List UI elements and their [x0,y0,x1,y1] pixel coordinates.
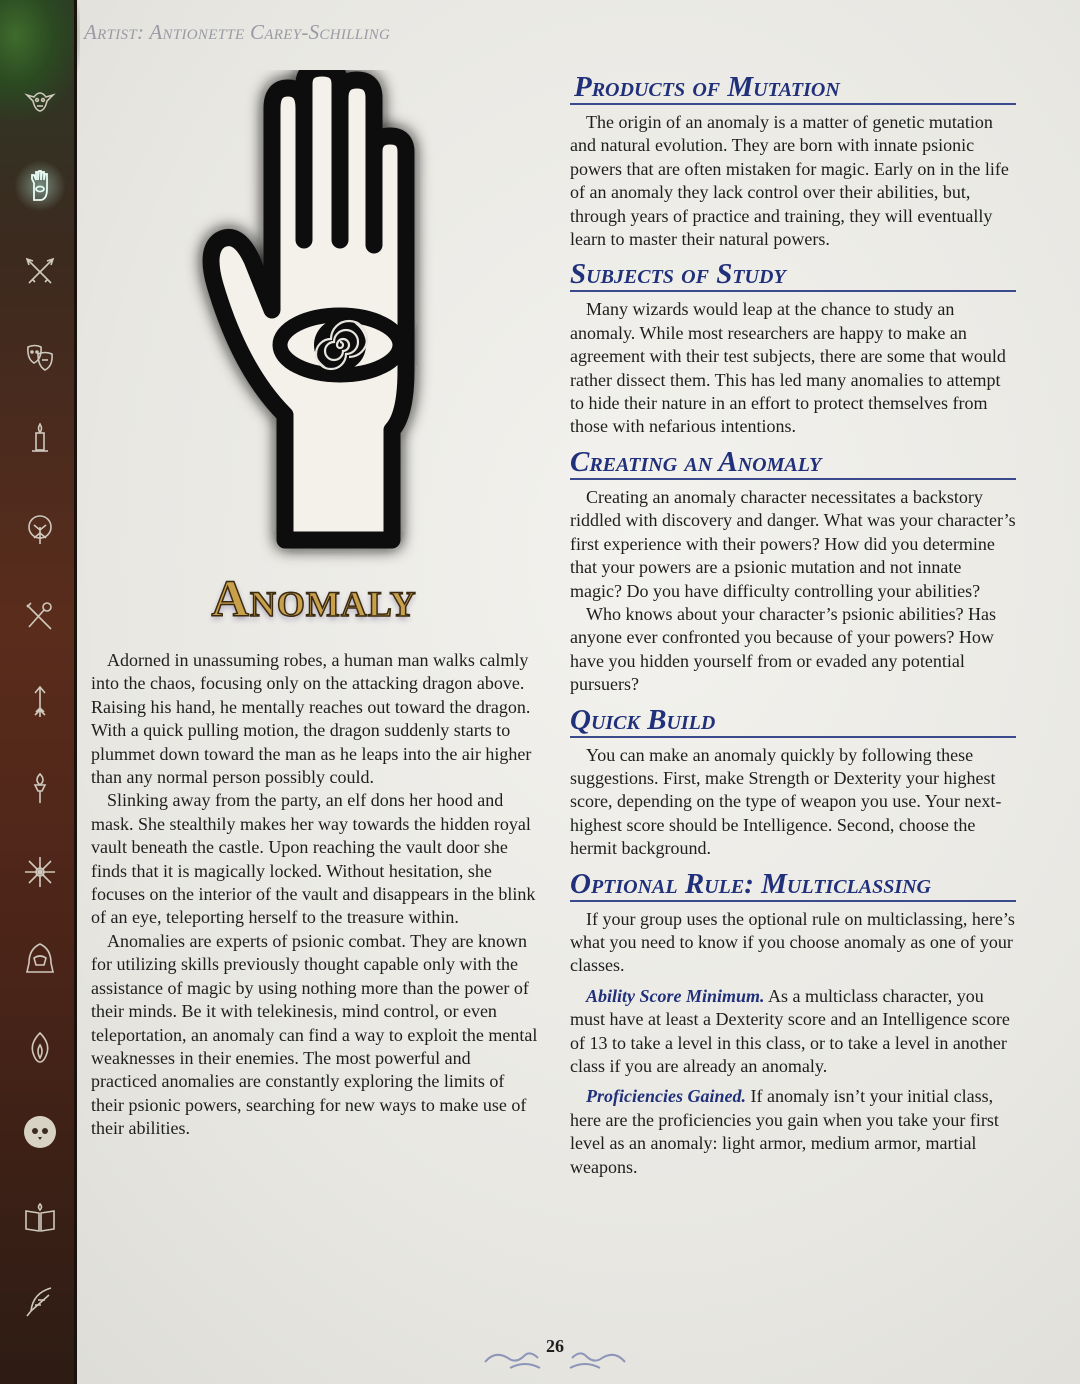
section-subjects [570,259,1016,438]
right-column [570,72,1016,1187]
torch-icon[interactable] [22,770,58,806]
masks-icon[interactable] [22,340,58,376]
intro-paragraph-1: Adorned in unassuming robes, a human man walks calmly into the chaos, focusing only on the attacking dragon above. Raising his hand, he mentally reaches out toward the dragon. With a quick pulling motion, the dragon suddenly starts to plummet down toward the man as he leaps into the air higher than any normal person possibly could. [91,650,532,788]
book-icon[interactable] [22,1200,58,1236]
intro-paragraph-2: Slinking away from the party, an elf dons her hood and mask. She stealthily makes her way towards the hidden royal vault beneath the castle. Upon reaching the vault door she finds that it is magically locked. Without hesitation, she focuses on the interior of the vault and disappears in the blink of an eye, teleporting herself to the treasure within. [91,790,536,928]
page-number: 26 [546,1336,564,1356]
goblin-icon[interactable] [22,82,58,118]
flame-icon[interactable] [22,1030,58,1066]
section-quick-build [570,705,1016,861]
ability-score-lead: Ability Score Minimum. [586,985,765,1006]
proficiencies-paragraph [570,1085,1016,1179]
skull-icon[interactable] [22,1114,58,1150]
ability-score-paragraph [570,985,1016,1079]
proficiencies-lead: Proficiencies Gained. [586,1086,746,1107]
artist-credit: Artist: Antionette Carey-Schilling [84,20,391,44]
multiclassing-paragraph: If your group uses the optional rule on multiclassing, here’s what you need to know if you choose anomaly as one of your classes. [570,908,1015,976]
heading-subjects-of-study: Subjects of Study [570,259,1016,292]
creating-paragraph-2: Who knows about your character’s psionic abilities? Has anyone ever confronted you because of your powers? How have you hidden yourself from or evaded any potential pursuers? [570,603,997,695]
class-title: Anomaly [211,571,417,628]
mace-sword-icon[interactable] [22,598,58,634]
heading-products-of-mutation: Products of Mutation [570,72,1016,105]
candle-icon[interactable] [22,420,58,456]
creating-paragraph-1: Creating an anomaly character necessitates a backstory riddled with discovery and danger. What was your character’s first experience with their powers? How did you determine that your powers are a psionic mutation and not innate magic? Do you have difficulty controlling your abilities? [570,486,1016,601]
ability-score-text: As a multiclass character, you must have at least a Dexterity score and an Intelligence score of 13 to take a level in this class, or to take a level in another class if you are already an anomaly. [570,985,1010,1076]
quick-build-paragraph: You can make an anomaly quickly by following these suggestions. First, make Strength or Dexterity your highest score, depending on the type of weapon you use. Your next-highest score should be Intelligence. Second, choose the hermit background. [570,744,1002,859]
chapter-sidebar [0,0,77,1384]
hooded-figure-icon[interactable] [22,940,58,976]
eye-hand-icon[interactable] [22,168,58,204]
section-products [570,72,1016,251]
anomaly-hand-eye-icon [180,70,450,570]
products-paragraph: The origin of an anomaly is a matter of genetic mutation and natural evolution. They are born with innate psionic powers that are often mistaken for magic. Early on in the life of an anomaly they lack control over their abilities, but, through years of practice and training, they will eventually learn to master their natural powers. [570,112,1009,250]
tree-icon[interactable] [22,512,58,548]
quill-icon[interactable] [22,1284,58,1320]
subjects-paragraph: Many wizards would leap at the chance to study an anomaly. While most researchers are happy to make an agreement with their test subjects, there are some that would rather dissect them. This has led many anomalies to attempt to hide their nature in an effort to protect themselves from those with nefarious intentions. [570,299,1006,437]
section-multiclassing [570,869,1016,1179]
crossed-swords-icon[interactable] [22,254,58,290]
chaos-star-icon[interactable] [22,854,58,890]
section-creating [570,447,1016,697]
arrow-icon[interactable] [22,684,58,720]
proficiencies-text: If anomaly isn’t your initial class, here are the proficiencies you gain when you take your first level as an anomaly: light armor, medium armor, martial weapons. [570,1086,999,1177]
left-column [91,649,539,1141]
heading-quick-build: Quick Build [570,705,1016,738]
heading-creating-an-anomaly: Creating an Anomaly [570,447,1016,480]
heading-optional-rule-multiclassing: Optional Rule: Multiclassing [570,869,1016,902]
intro-paragraph-3: Anomalies are experts of psionic combat. They are known for utilizing skills previously thought capable only with the assistance of magic by using nothing more than the power of their minds. Be it with telekinesis, mind control, or even teleportation, an anomaly can find a way to exploit the mental weaknesses in their enemies. The most powerful and practiced anomalies are constantly exploring the limits of their psionic powers, searching for new ways to make use of their abilities. [91,930,538,1139]
